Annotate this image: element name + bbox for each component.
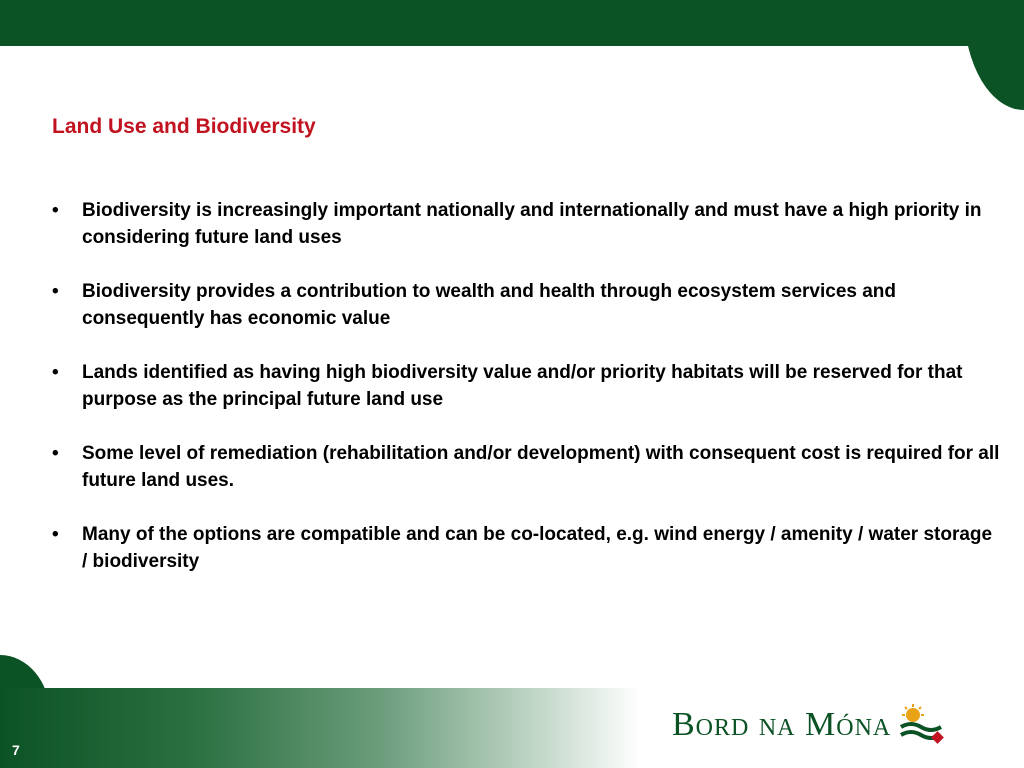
bullet-icon: • xyxy=(52,443,59,464)
bullet-text: Some level of remediation (rehabilitation and/or development) with consequent cost is required for all future land uses. xyxy=(82,443,1000,491)
sun-and-waves-icon xyxy=(899,703,949,747)
footer-gradient-band xyxy=(0,688,640,768)
bullet-text: Many of the options are compatible and can be co-located, e.g. wind energy / amenity / water storage / biodiversity xyxy=(82,524,993,572)
bullet-text: Lands identified as having high biodiversity value and/or priority habitats will be reserved for that purpose as the principal future land use xyxy=(82,362,963,410)
bullet-icon: • xyxy=(52,281,59,302)
bullet-text: Biodiversity is increasingly important nationally and internationally and must have a high priority in considering future land uses xyxy=(82,200,982,248)
bullet-icon: • xyxy=(52,362,59,383)
header-corner-curve xyxy=(964,0,1024,110)
bullet-item xyxy=(52,197,1002,251)
bullet-item xyxy=(52,359,1002,413)
bullet-icon: • xyxy=(52,200,59,221)
bord-na-mona-logo xyxy=(672,700,949,750)
logo-wordmark: Bord na Móna xyxy=(672,706,892,743)
bullet-item xyxy=(52,440,1002,494)
bullet-item xyxy=(52,521,1002,575)
slide-title: Land Use and Biodiversity xyxy=(52,115,316,138)
bullet-item xyxy=(52,278,1002,332)
header-band xyxy=(0,0,1024,46)
bullet-list xyxy=(52,197,1002,602)
bullet-icon: • xyxy=(52,524,59,545)
page-number: 7 xyxy=(12,742,20,758)
bullet-text: Biodiversity provides a contribution to wealth and health through ecosystem services and consequently has economic value xyxy=(82,281,897,329)
